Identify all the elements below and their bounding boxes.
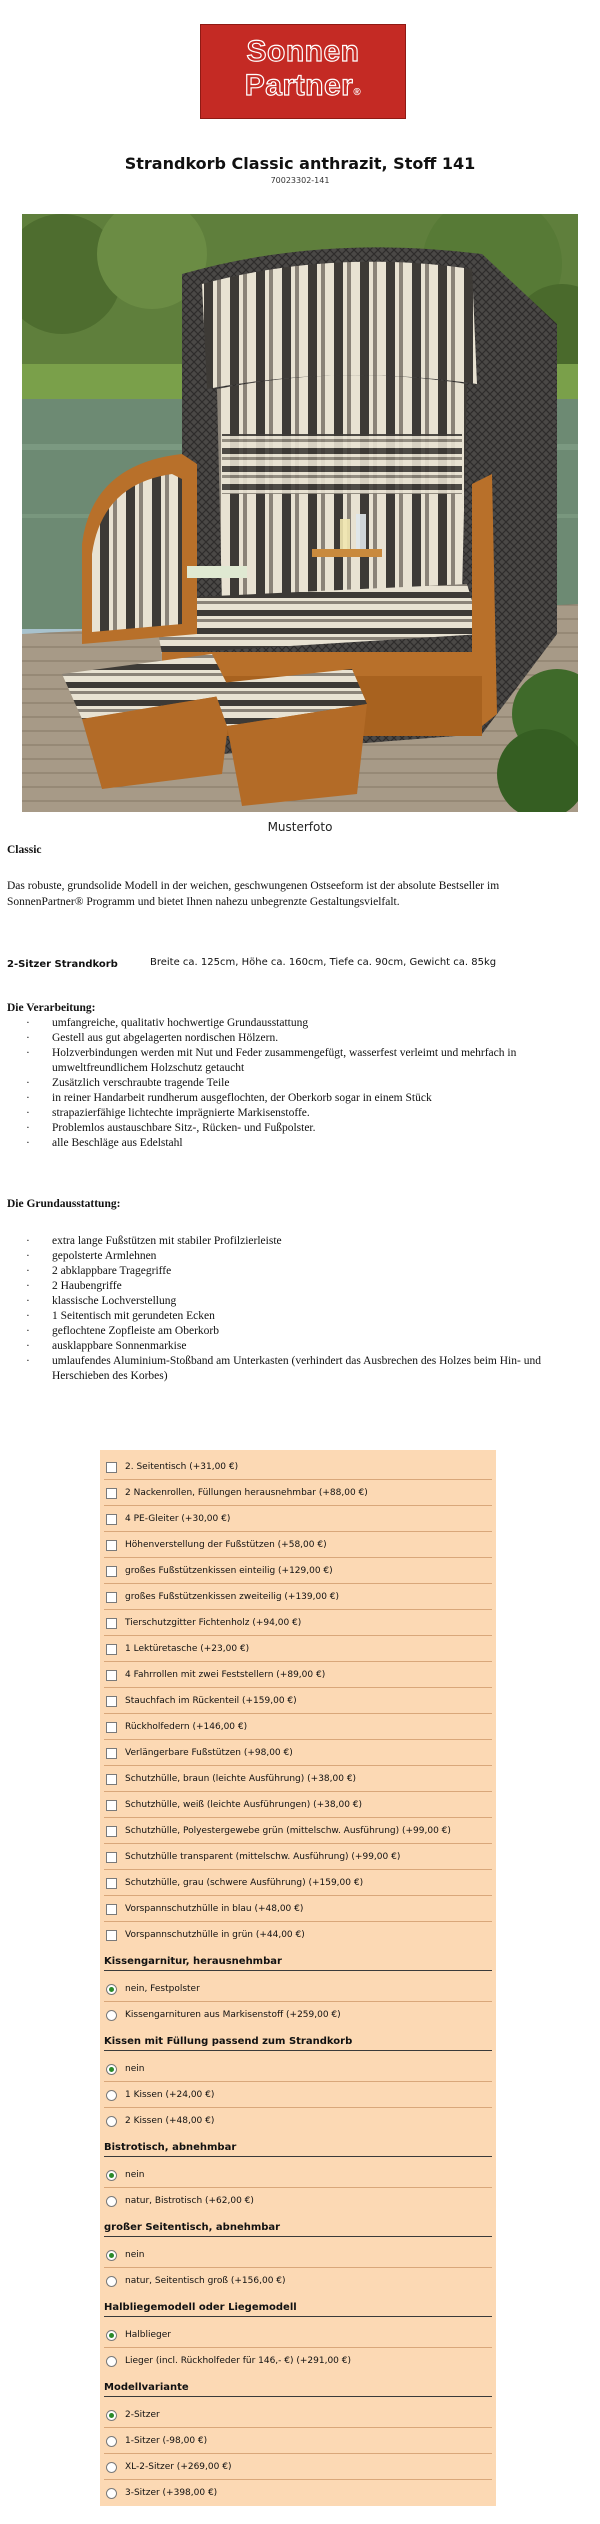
checkbox[interactable] <box>106 1878 117 1889</box>
choice-kissen-nein[interactable]: nein <box>104 2058 492 2080</box>
radio[interactable] <box>106 2488 117 2499</box>
list-item: · 2 Haubengriffe <box>26 1279 546 1294</box>
list-item: · ausklappbare Sonnenmarkise <box>26 1339 546 1354</box>
list-item: · 1 Seitentisch mit gerundeten Ecken <box>26 1309 546 1324</box>
checkbox[interactable] <box>106 1852 117 1863</box>
verarbeitung-heading: Die Verarbeitung: <box>7 1002 96 1014</box>
checkbox[interactable] <box>106 1826 117 1837</box>
choice-seitentisch-nein[interactable]: nein <box>104 2244 492 2266</box>
option-stauchfach[interactable]: Stauchfach im Rückenteil (+159,00 €) <box>104 1690 492 1712</box>
checkbox[interactable] <box>106 1748 117 1759</box>
choice-1-kissen[interactable]: 1 Kissen (+24,00 €) <box>104 2084 492 2106</box>
list-item: · Problemlos austauschbare Sitz-, Rücken- und Fußpolster. <box>26 1121 546 1136</box>
list-item: · Gestell aus gut abgelagerten nordischen Hölzern. <box>26 1031 546 1046</box>
option-schutzhuelle-weiss[interactable]: Schutzhülle, weiß (leichte Ausführungen) (+38,00 €) <box>104 1794 492 1816</box>
option-vorspann-gruen[interactable]: Vorspannschutzhülle in grün (+44,00 €) <box>104 1924 492 1946</box>
model-heading: Classic <box>7 844 42 856</box>
choice-2-kissen[interactable]: 2 Kissen (+48,00 €) <box>104 2110 492 2132</box>
list-item: · 2 abklappbare Tragegriffe <box>26 1264 546 1279</box>
radio[interactable] <box>106 2276 117 2287</box>
sitzer-dimensions: Breite ca. 125cm, Höhe ca. 160cm, Tiefe ca. 90cm, Gewicht ca. 85kg <box>150 957 497 968</box>
choice-lieger[interactable]: Lieger (incl. Rückholfeder für 146,- €) (+291,00 €) <box>104 2350 492 2372</box>
article-number: 70023302-141 <box>270 176 330 185</box>
checkbox[interactable] <box>106 1930 117 1941</box>
checkbox[interactable] <box>106 1592 117 1603</box>
group-title-bistrotisch: Bistrotisch, abnehmbar <box>104 2142 492 2157</box>
sitzer-label: 2-Sitzer Strandkorb <box>7 959 118 970</box>
radio[interactable] <box>106 2462 117 2473</box>
checkbox[interactable] <box>106 1618 117 1629</box>
radio-selected[interactable] <box>106 2170 117 2181</box>
list-item: · extra lange Fußstützen mit stabiler Profilzierleiste <box>26 1234 546 1249</box>
radio[interactable] <box>106 2356 117 2367</box>
list-item: · strapazierfähige lichtechte imprägnierte Markisenstoffe. <box>26 1106 546 1121</box>
list-item: · umlaufendes Aluminium-Stoßband am Unterkasten (verhindert das Ausbrechen des Holzes beim Hin- und Herschieben des Korbes) <box>26 1354 546 1384</box>
logo-line1: Sonnen <box>246 35 360 68</box>
intro-text: Das robuste, grundsolide Modell in der weichen, geschwungenen Ostseeform ist der absolute Bestseller im SonnenPartner® Programm und bietet Ihnen nahezu unbegrenzte Gestaltungsvielfalt. <box>7 880 500 908</box>
logo-line2: Partner® <box>244 69 362 102</box>
option-fussstuetzenkissen-1[interactable]: großes Fußstützenkissen einteilig (+129,00 €) <box>104 1560 492 1582</box>
list-item: · alle Beschläge aus Edelstahl <box>26 1136 546 1151</box>
group-title-modellvariante: Modellvariante <box>104 2382 492 2397</box>
choice-bistrotisch-natur[interactable]: natur, Bistrotisch (+62,00 €) <box>104 2190 492 2212</box>
choice-seitentisch-gross[interactable]: natur, Seitentisch groß (+156,00 €) <box>104 2270 492 2292</box>
checkbox[interactable] <box>106 1904 117 1915</box>
choice-halblieger[interactable]: Halblieger <box>104 2324 492 2346</box>
option-rueckholfedern[interactable]: Rückholfedern (+146,00 €) <box>104 1716 492 1738</box>
radio-selected[interactable] <box>106 2410 117 2421</box>
group-title-kissengarnitur: Kissengarnitur, herausnehmbar <box>104 1956 492 1971</box>
checkbox[interactable] <box>106 1514 117 1525</box>
option-lektuertasche[interactable]: 1 Lektüretasche (+23,00 €) <box>104 1638 492 1660</box>
list-item: · gepolsterte Armlehnen <box>26 1249 546 1264</box>
brand-logo <box>200 24 406 119</box>
options-panel <box>100 1450 496 2506</box>
radio-selected[interactable] <box>106 2064 117 2075</box>
option-verlaengerbare-fussstuetzen[interactable]: Verlängerbare Fußstützen (+98,00 €) <box>104 1742 492 1764</box>
radio[interactable] <box>106 2090 117 2101</box>
choice-3-sitzer[interactable]: 3-Sitzer (+398,00 €) <box>104 2482 492 2504</box>
checkbox[interactable] <box>106 1488 117 1499</box>
list-item: · Zusätzlich verschraubte tragende Teile <box>26 1076 546 1091</box>
checkbox[interactable] <box>106 1540 117 1551</box>
radio-selected[interactable] <box>106 2250 117 2261</box>
option-fahrrollen[interactable]: 4 Fahrrollen mit zwei Feststellern (+89,00 €) <box>104 1664 492 1686</box>
radio-selected[interactable] <box>106 2330 117 2341</box>
choice-kissengarnitur-markisenstoff[interactable]: Kissengarnituren aus Markisenstoff (+259,00 €) <box>104 2004 492 2026</box>
radio[interactable] <box>106 2196 117 2207</box>
checkbox[interactable] <box>106 1696 117 1707</box>
option-schutzhuelle-transparent[interactable]: Schutzhülle transparent (mittelschw. Ausführung) (+99,00 €) <box>104 1846 492 1868</box>
option-schutzhuelle-gruen[interactable]: Schutzhülle, Polyestergewebe grün (mittelschw. Ausführung) (+99,00 €) <box>104 1820 492 1842</box>
radio-selected[interactable] <box>106 1984 117 1995</box>
checkbox[interactable] <box>106 1566 117 1577</box>
option-nackenrollen[interactable]: 2 Nackenrollen, Füllungen herausnehmbar (+88,00 €) <box>104 1482 492 1504</box>
photo-caption: Musterfoto <box>267 820 333 834</box>
product-title: Strandkorb Classic anthrazit, Stoff 141 <box>124 154 476 173</box>
checkbox[interactable] <box>106 1722 117 1733</box>
option-tierschutzgitter[interactable]: Tierschutzgitter Fichtenholz (+94,00 €) <box>104 1612 492 1634</box>
list-item: · Holzverbindungen werden mit Nut und Feder zusammengefügt, wasserfest verleimt und mehrfach in umweltfreundlichem Holzschutz getaucht <box>26 1046 546 1076</box>
option-pe-gleiter[interactable]: 4 PE-Gleiter (+30,00 €) <box>104 1508 492 1530</box>
choice-1-sitzer[interactable]: 1-Sitzer (-98,00 €) <box>104 2430 492 2452</box>
grundausstattung-heading: Die Grundausstattung: <box>7 1198 121 1210</box>
option-hoehenverstellung[interactable]: Höhenverstellung der Fußstützen (+58,00 €) <box>104 1534 492 1556</box>
checkbox[interactable] <box>106 1462 117 1473</box>
group-title-seitentisch: großer Seitentisch, abnehmbar <box>104 2222 492 2237</box>
radio[interactable] <box>106 2010 117 2021</box>
list-item: · umfangreiche, qualitativ hochwertige Grundausstattung <box>26 1016 546 1031</box>
checkbox[interactable] <box>106 1800 117 1811</box>
choice-xl-2-sitzer[interactable]: XL-2-Sitzer (+269,00 €) <box>104 2456 492 2478</box>
list-item: · in reiner Handarbeit rundherum ausgeflochten, der Oberkorb sogar in einem Stück <box>26 1091 546 1106</box>
option-vorspann-blau[interactable]: Vorspannschutzhülle in blau (+48,00 €) <box>104 1898 492 1920</box>
option-2-seitentisch[interactable]: 2. Seitentisch (+31,00 €) <box>104 1456 492 1478</box>
choice-bistrotisch-nein[interactable]: nein <box>104 2164 492 2186</box>
group-title-liegemodell: Halbliegemodell oder Liegemodell <box>104 2302 492 2317</box>
option-schutzhuelle-braun[interactable]: Schutzhülle, braun (leichte Ausführung) (+38,00 €) <box>104 1768 492 1790</box>
verarbeitung-list <box>26 1016 546 1151</box>
checkbox[interactable] <box>106 1774 117 1785</box>
option-fussstuetzenkissen-2[interactable]: großes Fußstützenkissen zweiteilig (+139,00 €) <box>104 1586 492 1608</box>
list-item: · klassische Lochverstellung <box>26 1294 546 1309</box>
grundausstattung-list <box>26 1234 546 1384</box>
list-item: · geflochtene Zopfleiste am Oberkorb <box>26 1324 546 1339</box>
checkbox[interactable] <box>106 1670 117 1681</box>
choice-2-sitzer[interactable]: 2-Sitzer <box>104 2404 492 2426</box>
checkbox[interactable] <box>106 1644 117 1655</box>
choice-festpolster[interactable]: nein, Festpolster <box>104 1978 492 2000</box>
product-photo <box>22 214 578 812</box>
radio[interactable] <box>106 2436 117 2447</box>
group-title-kissen: Kissen mit Füllung passend zum Strandkorb <box>104 2036 492 2051</box>
option-schutzhuelle-grau[interactable]: Schutzhülle, grau (schwere Ausführung) (+159,00 €) <box>104 1872 492 1894</box>
radio[interactable] <box>106 2116 117 2127</box>
